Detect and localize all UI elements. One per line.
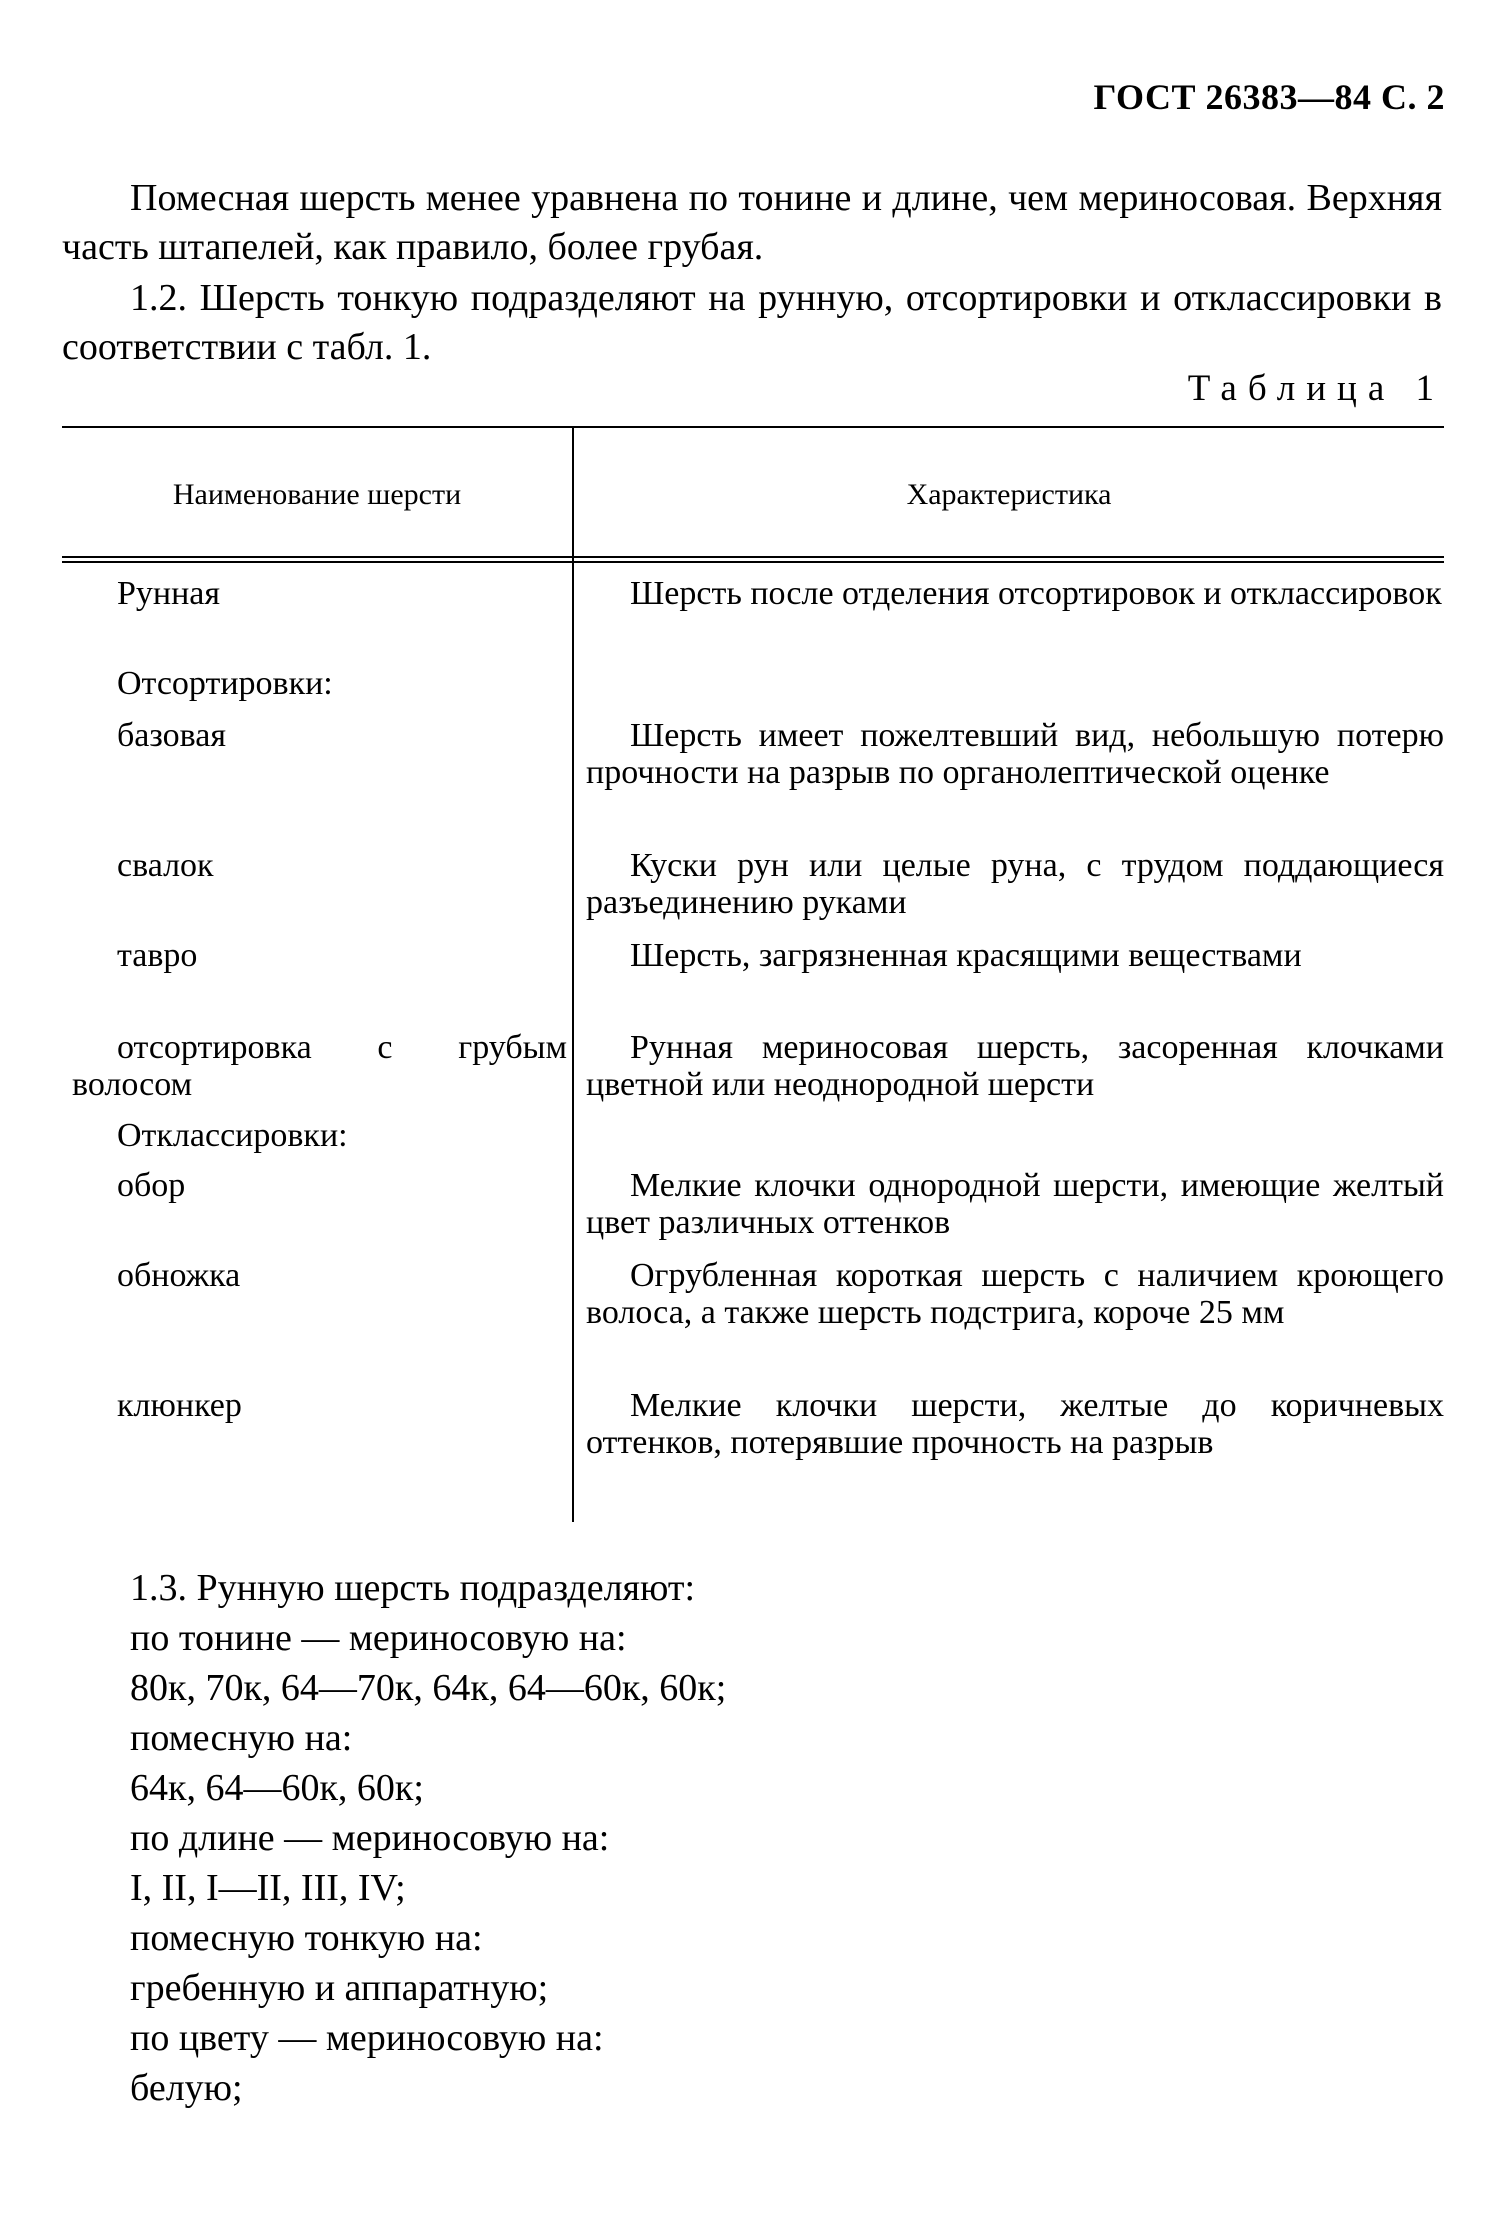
section-line: помесную тонкую на:: [130, 1917, 483, 1959]
table-row: [62, 717, 1444, 847]
section-line: 1.3. Рунную шерсть подразделяют:: [130, 1567, 696, 1609]
row-characteristic: Шерсть имеет пожелтевший вид, небольшую потерю прочности на разрыв по органолептической оценке: [586, 717, 1444, 791]
section-line: по тонине — мериносовую на:: [130, 1617, 627, 1659]
page-header: ГОСТ 26383—84 С. 2: [1093, 77, 1445, 117]
row-name: обножка: [117, 1257, 241, 1294]
table-label: Таблица 1: [1187, 368, 1445, 409]
header-name: Наименование шерсти: [172, 478, 462, 511]
row-name: Отсортировки:: [117, 665, 333, 702]
row-name: свалок: [117, 847, 214, 884]
section-line: гребенную и аппаратную;: [130, 1967, 549, 2009]
row-name: Отклассировки:: [117, 1117, 348, 1154]
section-line: помесную на:: [130, 1717, 353, 1759]
section-line: белую;: [130, 2067, 243, 2109]
header-characteristic: Характеристика: [906, 478, 1112, 511]
table-row: [62, 575, 1444, 665]
row-characteristic: Рунная мериносовая шерсть, засоренная клочками цветной или неоднородной шерсти: [586, 1029, 1444, 1103]
section-1-3: [130, 1563, 1430, 2113]
section-line: по длине — мериносовую на:: [130, 1817, 610, 1859]
section-line: 80к, 70к, 64—70к, 64к, 64—60к, 60к;: [130, 1667, 727, 1709]
table-row: [62, 1117, 1444, 1167]
table-row: [62, 937, 1444, 1029]
row-characteristic: Мелкие клочки шерсти, желтые до коричневых оттенков, потерявшие прочность на разрыв: [586, 1387, 1444, 1461]
row-characteristic: Шерсть после отделения отсортировок и отклассировок: [630, 575, 1442, 612]
paragraph-crossbred-wool: Помесная шерсть менее уравнена по тонине и длине, чем мериносовая. Верхняя часть штапелей, как правило, более грубая.: [62, 177, 1442, 268]
row-name: клюнкер: [117, 1387, 242, 1424]
row-characteristic: Мелкие клочки однородной шерсти, имеющие желтый цвет различных оттенков: [586, 1167, 1444, 1241]
table-row: [62, 1029, 1444, 1117]
row-name: Рунная: [117, 575, 221, 612]
table-row: [62, 1167, 1444, 1257]
row-name: тавро: [117, 937, 198, 974]
section-line: по цвету — мериносовую на:: [130, 2017, 604, 2059]
wool-classification-table: [62, 426, 1444, 1497]
row-name: обор: [117, 1167, 186, 1204]
row-name: отсортировка с грубым волосом: [72, 1029, 567, 1103]
row-characteristic: Куски рун или целые руна, с трудом поддающиеся разъединению руками: [586, 847, 1444, 921]
table-row: [62, 1387, 1444, 1497]
table-row: [62, 1257, 1444, 1387]
table-row: [62, 665, 1444, 717]
row-name: базовая: [117, 717, 226, 754]
section-line: 64к, 64—60к, 60к;: [130, 1767, 424, 1809]
row-characteristic: Огрубленная короткая шерсть с наличием кроющего волоса, а также шерсть подстрига, короче 25 мм: [586, 1257, 1444, 1331]
table-header: [62, 428, 1444, 556]
row-characteristic: Шерсть, загрязненная красящими веществами: [630, 937, 1302, 974]
paragraph-1-2: 1.2. Шерсть тонкую подразделяют на рунную, отсортировки и отклассировки в соответствии с табл. 1.: [62, 277, 1442, 368]
table-row: [62, 847, 1444, 937]
section-line: I, II, I—II, III, IV;: [130, 1867, 406, 1909]
